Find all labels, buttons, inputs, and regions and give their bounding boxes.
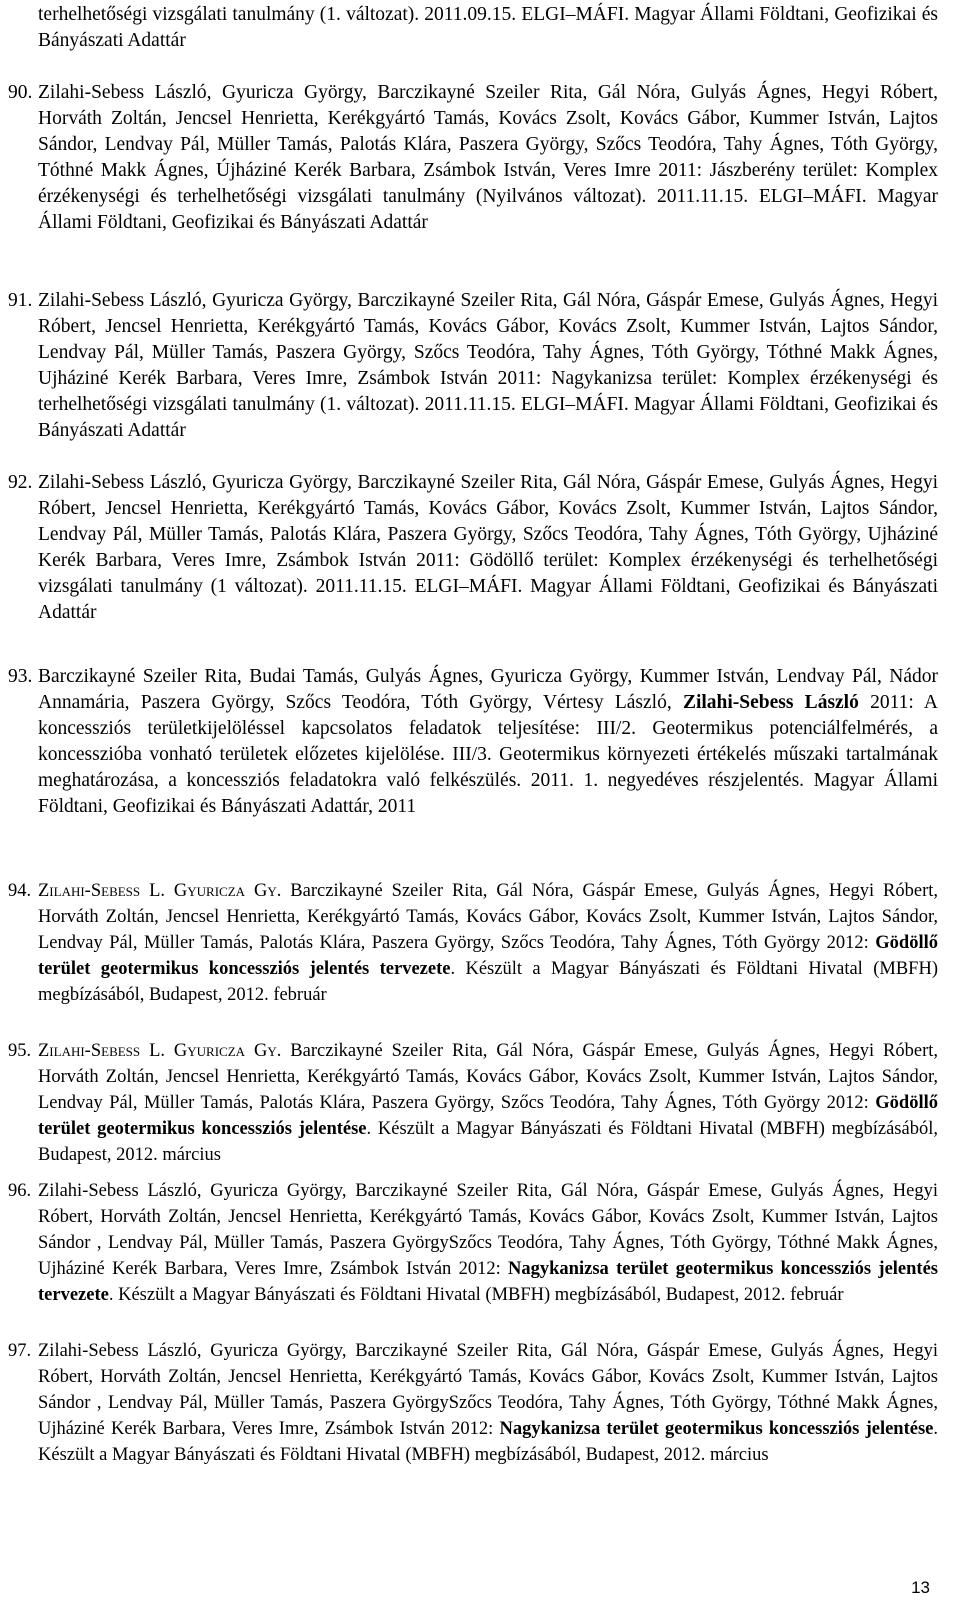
entry-number: 93. (8, 666, 33, 687)
entry-text (38, 878, 938, 1008)
entry-authors: Barczikayné Szeiler Rita, Gál Nóra, Gáspár Emese, Gulyás Ágnes, Hegyi Róbert, Horváth Zoltán, Jencsel Henrietta, Kerékgyártó Tamás, Kovács Gábor, Kovács Zsolt, Kummer István, Lajtos Sándor, Lendvay Pál, Müller Tamás, Palotás Klára, Paszera György, Szőcs Teodóra, Tahy Ágnes, Tóth György 2012: (38, 881, 939, 953)
entry-title: Nagykanizsa terület geotermikus koncessziós jelentése (499, 1419, 934, 1439)
entry-number: 97. (8, 1341, 32, 1361)
entry-lead-authors: Zilahi-Sebess L. Gyuricza Gy. (38, 1041, 282, 1061)
continuation-paragraph (38, 2, 938, 54)
entry-text: Zilahi-Sebess László, Gyuricza György, Barczikayné Szeiler Rita, Gál Nóra, Gulyás Ágnes, Hegyi Róbert, Horváth Zoltán, Jencsel Henrietta, Kerékgyártó Tamás, Kovács Zsolt, Kovács Gábor, Kummer István, Lajtos Sándor, Lendvay Pál, Müller Tamás, Palotás Klára, Paszera György, Szőcs Teodóra, Tahy Ágnes, Tóth György, Tóthné Makk Ágnes, Újháziné Kerék Barbara, Zsámbok István, Veres Imre 2011: Jászberény terület: Komplex érzékenységi és terhelhetőségi vizsgálati tanulmány (Nyilvános változat). 2011.11.15. ELGI–MÁFI. Magyar Állami Földtani, Geofizikai és Bányászati Adattár (38, 82, 938, 233)
entry-authors: Zilahi-Sebess László, Gyuricza György, Barczikayné Szeiler Rita, Gál Nóra, Gáspár Emese, Gulyás Ágnes, Hegyi Róbert, Horváth Zoltán, Jencsel Henrietta, Kerékgyártó Tamás, Kovács Gábor, Kovács Zsolt, Kummer István, Lajtos Sándor , Lendvay Pál, Müller Tamás, Paszera GyörgySzőcs Teodóra, Tahy Ágnes, Tóth György, Tóthné Makk Ágnes, Ujháziné Kerék Barbara, Veres Imre, Zsámbok István 2012: (38, 1341, 938, 1439)
reference-entry-95 (8, 1038, 939, 1168)
entry-number: 91. (8, 290, 33, 311)
entry-details: . Készült a Magyar Bányászati és Földtani Hivatal (MBFH) megbízásából, Budapest, 2012. február (108, 1285, 844, 1305)
entry-text: Zilahi-Sebess László, Gyuricza György, Barczikayné Szeiler Rita, Gál Nóra, Gáspár Emese, Gulyás Ágnes, Hegyi Róbert, Jencsel Henrietta, Kerékgyártó Tamás, Kovács Gábor, Kovács Zsolt, Kummer István, Lajtos Sándor, Lendvay Pál, Müller Tamás, Paszera György, Szőcs Teodóra, Tahy Ágnes, Tóth György, Tóthné Makk Ágnes, Ujháziné Kerék Barbara, Veres Imre, Zsámbok István 2011: Nagykanizsa terület: Komplex érzékenységi és terhelhetőségi vizsgálati tanulmány (1. változat). 2011.11.15. ELGI–MÁFI. Magyar Állami Földtani, Geofizikai és Bányászati Adattár (38, 290, 938, 441)
entry-number: 95. (8, 1041, 32, 1061)
reference-entry-92 (8, 470, 938, 626)
entry-details: 2011: A koncessziós területkijelöléssel kapcsolatos feladatok teljesítése: III/2. Geotermikus potenciálfelmérés, a koncesszióba vonható területek előzetes kijelölése. III/3. Geotermikus környezeti értékelés műszaki tartalmának meghatározása, a koncessziós feladatokra való felkészülés. 2011. 1. negyedéves részjelentés. Magyar Állami Földtani, Geofizikai és Bányászati Adattár, 2011 (38, 692, 938, 817)
reference-entry-96 (8, 1178, 938, 1308)
entry-text (38, 1338, 938, 1468)
entry-number: 92. (8, 472, 33, 493)
entry-details: . Készült a Magyar Bányászati és Földtani Hivatal (MBFH) megbízásából, Budapest, 2012. március (38, 1119, 938, 1165)
entry-text (38, 664, 938, 820)
entry-title: Gödöllő terület geotermikus koncessziós jelentése (38, 1093, 938, 1139)
entry-text (38, 1038, 938, 1168)
reference-entry-90 (8, 80, 938, 236)
entry-text (38, 1178, 938, 1308)
continuation-text: terhelhetőségi vizsgálati tanulmány (1. változat). 2011.09.15. ELGI–MÁFI. Magyar Állami Földtani, Geofizikai és Bányászati Adattár (38, 4, 938, 51)
reference-entry-94 (8, 878, 939, 1008)
entry-authors: Barczikayné Szeiler Rita, Budai Tamás, Gulyás Ágnes, Gyuricza György, Kummer István, Lendvay Pál, Nádor Annamária, Paszera György, Szőcs Teodóra, Tóth György, Vértesy László, (38, 666, 938, 713)
entry-authors: Zilahi-Sebess László, Gyuricza György, Barczikayné Szeiler Rita, Gál Nóra, Gáspár Emese, Gulyás Ágnes, Hegyi Róbert, Horváth Zoltán, Jencsel Henrietta, Kerékgyártó Tamás, Kovács Gábor, Kovács Zsolt, Kummer István, Lajtos Sándor , Lendvay Pál, Müller Tamás, Paszera GyörgySzőcs Teodóra, Tahy Ágnes, Tóth György, Tóthné Makk Ágnes, Ujháziné Kerék Barbara, Veres Imre, Zsámbok István 2012: (38, 1181, 938, 1279)
reference-entry-97 (8, 1338, 938, 1468)
entry-number: 90. (8, 82, 33, 103)
entry-number: 94. (8, 881, 32, 901)
entry-details: . Készült a Magyar Bányászati és Földtani Hivatal (MBFH) megbízásából, Budapest, 2012. március (38, 1419, 938, 1465)
reference-entry-93 (8, 664, 938, 820)
entry-authors: Barczikayné Szeiler Rita, Gál Nóra, Gáspár Emese, Gulyás Ágnes, Hegyi Róbert, Horváth Zoltán, Jencsel Henrietta, Kerékgyártó Tamás, Kovács Gábor, Kovács Zsolt, Kummer István, Lajtos Sándor, Lendvay Pál, Müller Tamás, Palotás Klára, Paszera György, Szőcs Teodóra, Tahy Ágnes, Tóth György 2012: (38, 1041, 939, 1113)
entry-title: Gödöllő terület geotermikus koncessziós jelentés tervezete (38, 933, 938, 979)
page-number: 13 (911, 1578, 930, 1597)
entry-number: 96. (8, 1181, 32, 1201)
entry-text: Zilahi-Sebess László, Gyuricza György, Barczikayné Szeiler Rita, Gál Nóra, Gáspár Emese, Gulyás Ágnes, Hegyi Róbert, Jencsel Henrietta, Kerékgyártó Tamás, Kovács Gábor, Kovács Zsolt, Kummer István, Lajtos Sándor, Lendvay Pál, Müller Tamás, Palotás Klára, Paszera György, Szőcs Teodóra, Tahy Ágnes, Tóth György, Ujháziné Kerék Barbara, Veres Imre, Zsámbok István 2011: Gödöllő terület: Komplex érzékenységi és terhelhetőségi vizsgálati tanulmány (1 változat). 2011.11.15. ELGI–MÁFI. Magyar Állami Földtani, Geofizikai és Bányászati Adattár (38, 472, 938, 623)
reference-entry-91 (8, 288, 938, 444)
entry-lead-authors: Zilahi-Sebess L. Gyuricza Gy. (38, 881, 282, 901)
entry-details: . Készült a Magyar Bányászati és Földtani Hivatal (MBFH) megbízásából, Budapest, 2012. február (38, 959, 938, 1005)
entry-title: Nagykanizsa terület geotermikus koncessziós jelentés tervezete (38, 1259, 938, 1305)
entry-highlighted-author: Zilahi-Sebess László (682, 692, 859, 713)
